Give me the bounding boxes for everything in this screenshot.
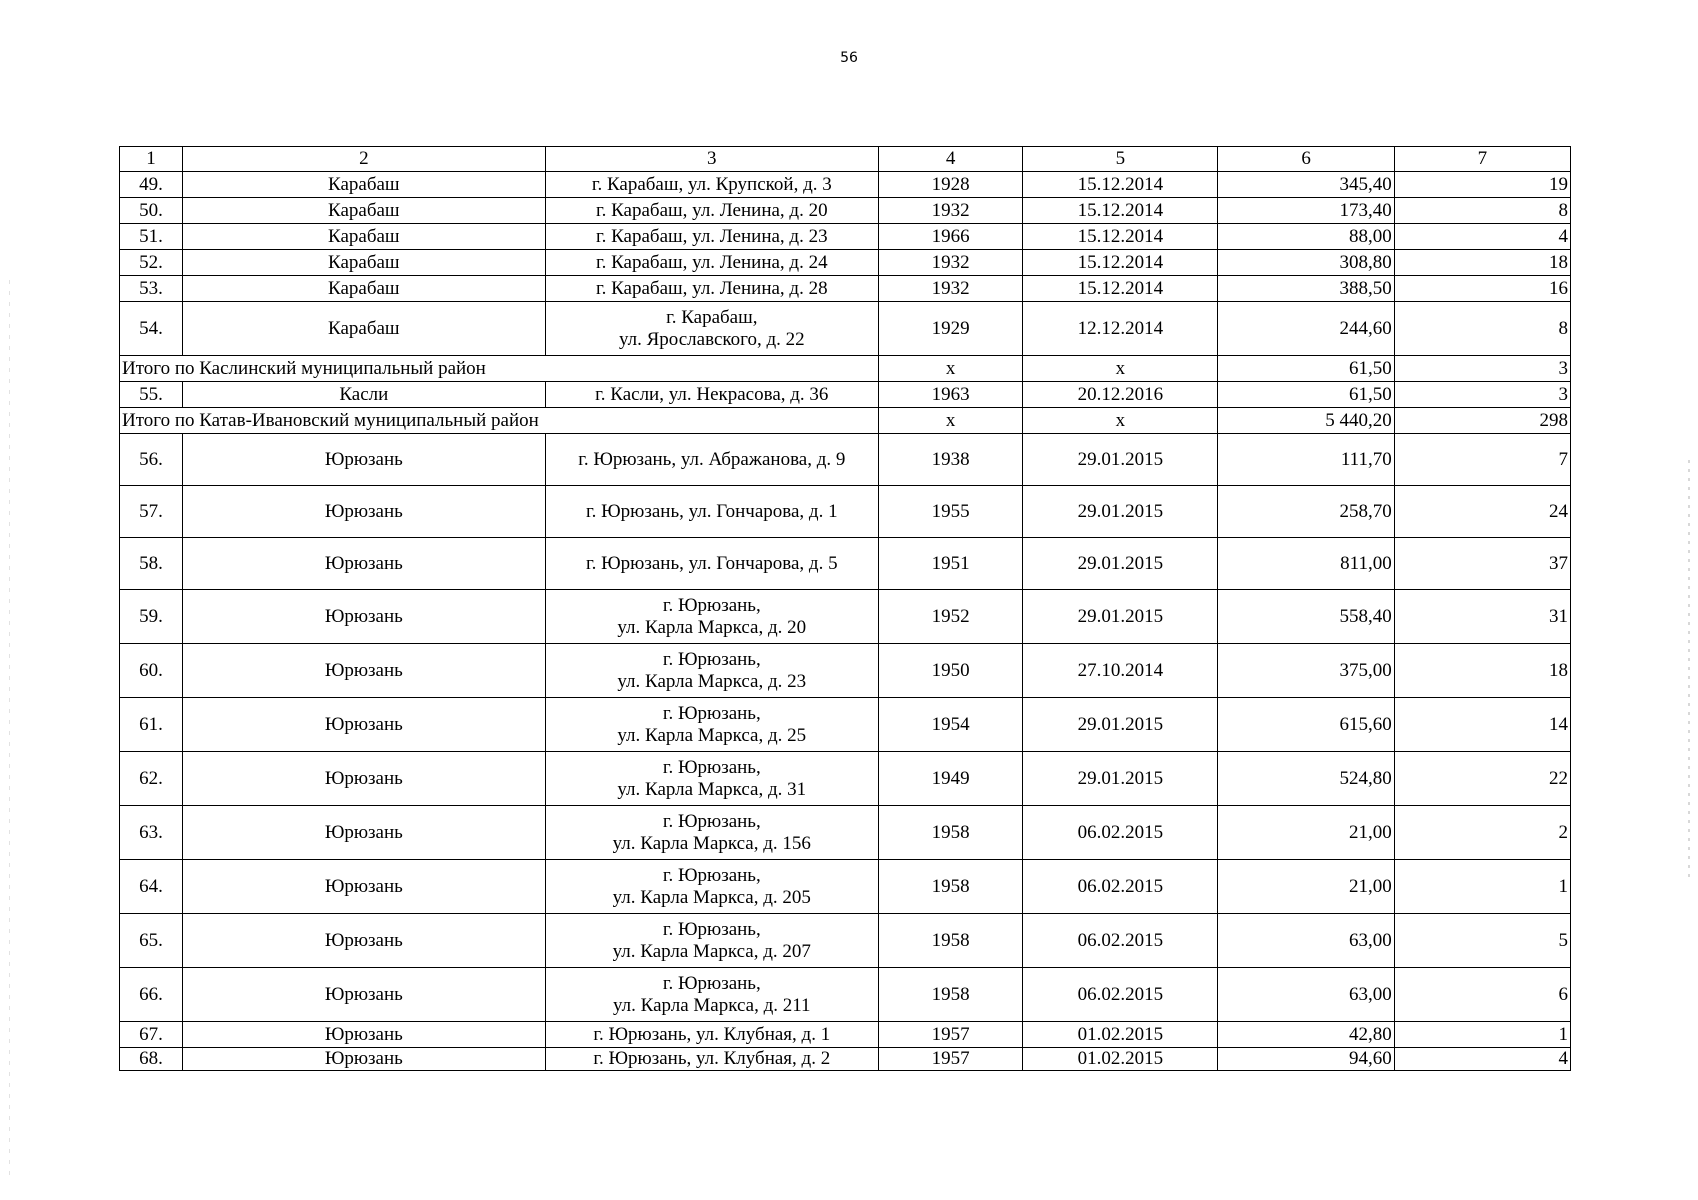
table-row: [120, 172, 1571, 198]
address-cell: [545, 1022, 878, 1048]
locality-cell: Карабаш: [183, 276, 545, 302]
locality-cell: Юрюзань: [183, 1048, 545, 1071]
locality-cell: Юрюзань: [183, 644, 545, 698]
date-cell: 29.01.2015: [1023, 434, 1218, 486]
year-cell: 1932: [879, 250, 1023, 276]
address-cell: [545, 486, 878, 538]
row-number-cell: 67.: [120, 1022, 183, 1048]
count-cell: 6: [1394, 968, 1570, 1022]
date-cell: 27.10.2014: [1023, 644, 1218, 698]
address-cell: [545, 752, 878, 806]
table-row: [120, 752, 1571, 806]
count-cell: 1: [1394, 1022, 1570, 1048]
area-cell: 63,00: [1218, 968, 1394, 1022]
date-cell: х: [1023, 408, 1218, 434]
table-row: [120, 1022, 1571, 1048]
column-header: 4: [879, 147, 1023, 172]
count-cell: 18: [1394, 250, 1570, 276]
locality-cell: Юрюзань: [183, 860, 545, 914]
year-cell: 1950: [879, 644, 1023, 698]
year-cell: х: [879, 408, 1023, 434]
address-line: ул. Карла Маркса, д. 20: [617, 616, 807, 638]
address-cell: [545, 968, 878, 1022]
area-cell: 94,60: [1218, 1048, 1394, 1071]
address-cell: [545, 644, 878, 698]
year-cell: 1954: [879, 698, 1023, 752]
area-cell: 244,60: [1218, 302, 1394, 356]
date-cell: 15.12.2014: [1023, 250, 1218, 276]
area-cell: 388,50: [1218, 276, 1394, 302]
locality-cell: Карабаш: [183, 250, 545, 276]
district-total-row: [120, 356, 1571, 382]
row-number-cell: 57.: [120, 486, 183, 538]
area-cell: 21,00: [1218, 806, 1394, 860]
area-cell: 63,00: [1218, 914, 1394, 968]
address-cell: [545, 224, 878, 250]
district-total-row: [120, 408, 1571, 434]
year-cell: х: [879, 356, 1023, 382]
table-row: [120, 276, 1571, 302]
date-cell: 06.02.2015: [1023, 860, 1218, 914]
table-row: [120, 968, 1571, 1022]
locality-cell: Юрюзань: [183, 914, 545, 968]
locality-cell: Юрюзань: [183, 590, 545, 644]
date-cell: 06.02.2015: [1023, 914, 1218, 968]
address-line: г. Карабаш, ул. Ленина, д. 28: [595, 277, 828, 299]
address-line: ул. Карла Маркса, д. 156: [612, 832, 811, 854]
address-cell: [545, 250, 878, 276]
address-line: г. Юрюзань,: [662, 864, 761, 886]
address-cell: [545, 276, 878, 302]
row-number-cell: 65.: [120, 914, 183, 968]
date-cell: 29.01.2015: [1023, 538, 1218, 590]
count-cell: 3: [1394, 382, 1570, 408]
address-line: ул. Карла Маркса, д. 31: [617, 778, 807, 800]
address-line: ул. Карла Маркса, д. 205: [612, 886, 811, 908]
column-header: 1: [120, 147, 183, 172]
date-cell: 01.02.2015: [1023, 1022, 1218, 1048]
table-row: [120, 434, 1571, 486]
count-cell: 31: [1394, 590, 1570, 644]
table-row: [120, 302, 1571, 356]
table-row: [120, 860, 1571, 914]
count-cell: 7: [1394, 434, 1570, 486]
year-cell: 1958: [879, 914, 1023, 968]
date-cell: 06.02.2015: [1023, 806, 1218, 860]
address-cell: [545, 434, 878, 486]
table-row: [120, 486, 1571, 538]
year-cell: 1928: [879, 172, 1023, 198]
year-cell: 1951: [879, 538, 1023, 590]
count-cell: 19: [1394, 172, 1570, 198]
date-cell: 29.01.2015: [1023, 486, 1218, 538]
locality-cell: Юрюзань: [183, 968, 545, 1022]
locality-cell: Юрюзань: [183, 538, 545, 590]
row-number-cell: 55.: [120, 382, 183, 408]
row-number-cell: 49.: [120, 172, 183, 198]
count-cell: 14: [1394, 698, 1570, 752]
year-cell: 1957: [879, 1022, 1023, 1048]
count-cell: 18: [1394, 644, 1570, 698]
area-cell: 258,70: [1218, 486, 1394, 538]
count-cell: 3: [1394, 356, 1570, 382]
date-cell: 01.02.2015: [1023, 1048, 1218, 1071]
column-header: 6: [1218, 147, 1394, 172]
address-line: ул. Ярославского, д. 22: [618, 328, 805, 350]
locality-cell: Касли: [183, 382, 545, 408]
count-cell: 24: [1394, 486, 1570, 538]
year-cell: 1929: [879, 302, 1023, 356]
date-cell: 15.12.2014: [1023, 172, 1218, 198]
page-number: 56: [840, 50, 858, 66]
count-cell: 22: [1394, 752, 1570, 806]
table-row: [120, 590, 1571, 644]
locality-cell: Юрюзань: [183, 698, 545, 752]
column-header: 7: [1394, 147, 1570, 172]
count-cell: 2: [1394, 806, 1570, 860]
scan-artifact: [9, 280, 10, 1180]
locality-cell: Юрюзань: [183, 1022, 545, 1048]
date-cell: х: [1023, 356, 1218, 382]
row-number-cell: 58.: [120, 538, 183, 590]
area-cell: 375,00: [1218, 644, 1394, 698]
year-cell: 1957: [879, 1048, 1023, 1071]
housing-register-table: [119, 146, 1571, 1071]
address-cell: [545, 382, 878, 408]
row-number-cell: 64.: [120, 860, 183, 914]
count-cell: 8: [1394, 302, 1570, 356]
scan-artifact: [1688, 460, 1690, 880]
count-cell: 298: [1394, 408, 1570, 434]
year-cell: 1938: [879, 434, 1023, 486]
year-cell: 1958: [879, 968, 1023, 1022]
area-cell: 811,00: [1218, 538, 1394, 590]
table-row: [120, 644, 1571, 698]
row-number-cell: 54.: [120, 302, 183, 356]
table-body: [120, 172, 1571, 1071]
area-cell: 21,00: [1218, 860, 1394, 914]
address-line: г. Юрюзань, ул. Клубная, д. 1: [593, 1023, 831, 1045]
address-line: г. Юрюзань, ул. Абражанова, д. 9: [578, 448, 846, 470]
locality-cell: Карабаш: [183, 198, 545, 224]
row-number-cell: 63.: [120, 806, 183, 860]
locality-cell: Юрюзань: [183, 806, 545, 860]
address-line: г. Карабаш,: [666, 306, 758, 328]
address-line: г. Юрюзань, ул. Гончарова, д. 1: [585, 500, 838, 522]
area-cell: 5 440,20: [1218, 408, 1394, 434]
address-cell: [545, 590, 878, 644]
area-cell: 308,80: [1218, 250, 1394, 276]
table-row: [120, 250, 1571, 276]
date-cell: 12.12.2014: [1023, 302, 1218, 356]
date-cell: 15.12.2014: [1023, 224, 1218, 250]
address-line: г. Юрюзань,: [662, 702, 761, 724]
area-cell: 524,80: [1218, 752, 1394, 806]
area-cell: 61,50: [1218, 382, 1394, 408]
row-number-cell: 52.: [120, 250, 183, 276]
address-line: г. Юрюзань,: [662, 756, 761, 778]
locality-cell: Юрюзань: [183, 434, 545, 486]
count-cell: 1: [1394, 860, 1570, 914]
area-cell: 88,00: [1218, 224, 1394, 250]
table-row: [120, 538, 1571, 590]
total-label: Итого по Каслинский муниципальный район: [120, 356, 879, 382]
year-cell: 1958: [879, 860, 1023, 914]
table-row: [120, 198, 1571, 224]
address-line: г. Касли, ул. Некрасова, д. 36: [595, 383, 829, 405]
row-number-cell: 51.: [120, 224, 183, 250]
address-line: г. Юрюзань,: [662, 648, 761, 670]
table-row: [120, 382, 1571, 408]
year-cell: 1958: [879, 806, 1023, 860]
count-cell: 16: [1394, 276, 1570, 302]
column-number-header-row: [120, 147, 1571, 172]
address-line: г. Карабаш, ул. Крупской, д. 3: [591, 173, 832, 195]
year-cell: 1932: [879, 198, 1023, 224]
year-cell: 1949: [879, 752, 1023, 806]
table-row: [120, 1048, 1571, 1071]
area-cell: 558,40: [1218, 590, 1394, 644]
area-cell: 345,40: [1218, 172, 1394, 198]
row-number-cell: 60.: [120, 644, 183, 698]
column-header: 3: [545, 147, 878, 172]
row-number-cell: 59.: [120, 590, 183, 644]
row-number-cell: 50.: [120, 198, 183, 224]
count-cell: 4: [1394, 224, 1570, 250]
date-cell: 15.12.2014: [1023, 198, 1218, 224]
row-number-cell: 53.: [120, 276, 183, 302]
address-line: г. Юрюзань,: [662, 810, 761, 832]
year-cell: 1932: [879, 276, 1023, 302]
address-line: ул. Карла Маркса, д. 23: [617, 670, 807, 692]
count-cell: 37: [1394, 538, 1570, 590]
area-cell: 61,50: [1218, 356, 1394, 382]
table-row: [120, 914, 1571, 968]
row-number-cell: 66.: [120, 968, 183, 1022]
row-number-cell: 62.: [120, 752, 183, 806]
date-cell: 15.12.2014: [1023, 276, 1218, 302]
address-cell: [545, 198, 878, 224]
area-cell: 615,60: [1218, 698, 1394, 752]
date-cell: 29.01.2015: [1023, 590, 1218, 644]
column-header: 5: [1023, 147, 1218, 172]
address-line: г. Юрюзань, ул. Клубная, д. 2: [593, 1048, 831, 1069]
address-line: г. Карабаш, ул. Ленина, д. 23: [595, 225, 828, 247]
address-line: ул. Карла Маркса, д. 207: [612, 940, 811, 962]
locality-cell: Карабаш: [183, 172, 545, 198]
table-row: [120, 806, 1571, 860]
count-cell: 5: [1394, 914, 1570, 968]
row-number-cell: 56.: [120, 434, 183, 486]
total-label: Итого по Катав-Ивановский муниципальный район: [120, 408, 879, 434]
address-cell: [545, 698, 878, 752]
address-line: г. Юрюзань,: [662, 594, 761, 616]
address-cell: [545, 1048, 878, 1071]
area-cell: 42,80: [1218, 1022, 1394, 1048]
table-row: [120, 224, 1571, 250]
address-line: г. Карабаш, ул. Ленина, д. 20: [595, 199, 828, 221]
area-cell: 111,70: [1218, 434, 1394, 486]
locality-cell: Юрюзань: [183, 486, 545, 538]
date-cell: 29.01.2015: [1023, 752, 1218, 806]
address-line: г. Юрюзань,: [662, 918, 761, 940]
row-number-cell: 61.: [120, 698, 183, 752]
address-cell: [545, 860, 878, 914]
date-cell: 29.01.2015: [1023, 698, 1218, 752]
address-cell: [545, 914, 878, 968]
area-cell: 173,40: [1218, 198, 1394, 224]
locality-cell: Юрюзань: [183, 752, 545, 806]
count-cell: 4: [1394, 1048, 1570, 1071]
locality-cell: Карабаш: [183, 302, 545, 356]
address-cell: [545, 302, 878, 356]
year-cell: 1966: [879, 224, 1023, 250]
column-header: 2: [183, 147, 545, 172]
year-cell: 1963: [879, 382, 1023, 408]
address-cell: [545, 538, 878, 590]
address-line: г. Юрюзань, ул. Гончарова, д. 5: [585, 552, 838, 574]
address-line: ул. Карла Маркса, д. 25: [617, 724, 807, 746]
address-line: ул. Карла Маркса, д. 211: [613, 994, 811, 1016]
row-number-cell: 68.: [120, 1048, 183, 1071]
year-cell: 1955: [879, 486, 1023, 538]
count-cell: 8: [1394, 198, 1570, 224]
address-cell: [545, 172, 878, 198]
address-cell: [545, 806, 878, 860]
address-line: г. Карабаш, ул. Ленина, д. 24: [595, 251, 828, 273]
locality-cell: Карабаш: [183, 224, 545, 250]
date-cell: 20.12.2016: [1023, 382, 1218, 408]
date-cell: 06.02.2015: [1023, 968, 1218, 1022]
address-line: г. Юрюзань,: [662, 972, 761, 994]
table-row: [120, 698, 1571, 752]
year-cell: 1952: [879, 590, 1023, 644]
